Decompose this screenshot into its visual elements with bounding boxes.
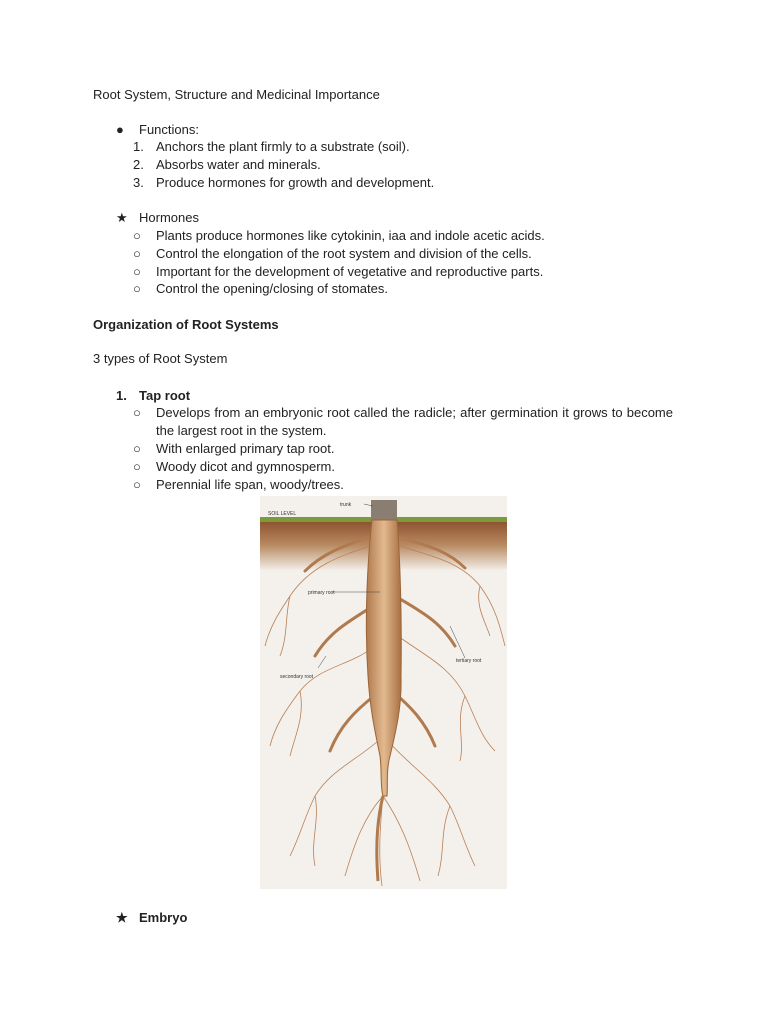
hormones-star-bullet: ★	[116, 210, 128, 225]
functions-bullet: ●	[116, 122, 124, 137]
list-item: Produce hormones for growth and development.	[156, 175, 435, 190]
document-title: Root System, Structure and Medicinal Importance	[93, 87, 380, 102]
circle-bullet: ○	[133, 405, 141, 420]
list-item: Control the opening/closing of stomates.	[156, 281, 388, 296]
list-item: Plants produce hormones like cytokinin, iaa and indole acetic acids.	[156, 228, 545, 243]
list-item: Absorbs water and minerals.	[156, 157, 321, 172]
circle-bullet: ○	[133, 281, 141, 296]
embryo-heading: Embryo	[139, 910, 188, 925]
list-number: 1.	[133, 139, 144, 154]
circle-bullet: ○	[133, 477, 141, 492]
trunk-stump	[371, 500, 397, 520]
taproot-illustration	[260, 496, 507, 889]
list-item: Perennial life span, woody/trees.	[156, 477, 344, 492]
types-line: 3 types of Root System	[93, 351, 228, 366]
circle-bullet: ○	[133, 228, 141, 243]
list-item: Control the elongation of the root system and division of the cells.	[156, 246, 532, 261]
functions-heading: Functions:	[139, 122, 199, 137]
circle-bullet: ○	[133, 264, 141, 279]
list-item: Woody dicot and gymnosperm.	[156, 459, 335, 474]
list-item: With enlarged primary tap root.	[156, 441, 335, 456]
taproot-heading: Tap root	[139, 388, 191, 403]
list-item: Anchors the plant firmly to a substrate (soil).	[156, 139, 410, 154]
list-item: Develops from an embryonic root called the radicle; after germination it grows to become the largest root in the system.	[156, 405, 673, 438]
list-number: 1.	[116, 388, 127, 403]
list-number: 2.	[133, 157, 144, 172]
label-soil-level: SOIL LEVEL	[268, 511, 297, 517]
list-item: Important for the development of vegetative and reproductive parts.	[156, 264, 544, 279]
label-secondary-root: secondary root	[280, 674, 314, 680]
circle-bullet: ○	[133, 441, 141, 456]
section-heading: Organization of Root Systems	[93, 317, 279, 332]
list-number: 3.	[133, 175, 144, 190]
hormones-heading: Hormones	[139, 210, 199, 225]
circle-bullet: ○	[133, 246, 141, 261]
embryo-star-bullet: ★	[116, 910, 128, 925]
label-primary-root: primary root	[308, 590, 335, 596]
taproot-diagram	[260, 496, 507, 889]
circle-bullet: ○	[133, 459, 141, 474]
label-trunk: trunk	[340, 502, 352, 508]
label-tertiary-root: tertiary root	[456, 658, 482, 664]
